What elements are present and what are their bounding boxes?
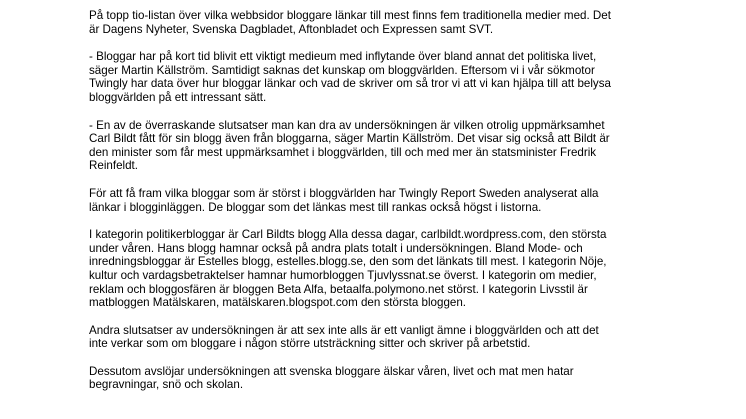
paragraph-gap: [89, 105, 689, 119]
paragraph-gap: [89, 36, 689, 50]
paragraph-quote-importance: - Bloggar har på kort tid blivit ett viktigt medieum med inflytande över bland annat det politiska livet, säger Martin Källström. Samtidigt saknas det kunskap om bloggvärlden. Eftersom vi i vår sökmotor Twingly har data över hur bloggar länkar och vad de skriver om så tror vi att vi kan hjälpa till att belysa bloggvärlden på ett intressant sätt.: [89, 50, 611, 104]
paragraph-likes-dislikes: Dessutom avslöjar undersökningen att svenska bloggare älskar våren, livet och mat men hatar begravningar, snö och skolan.: [89, 364, 574, 392]
paragraph-categories: I kategorin politikerbloggar är Carl Bildts blogg Alla dessa dagar, carlbildt.wordpress.com, den största under våren. Hans blogg hamnar också på andra plats totalt i undersökningen. Bland Mode- och inredningsbloggar är Estelles blogg, estelles.blogg.se, den som det länkats till mest. I kategorin Nöje, kultur och vardagsbetraktelser hamnar humorbloggen Tjuvlyssnat.se överst. I kategorin om medier, reklam och bloggosfären är bloggen Beta Alfa, betaalfa.polymono.net störst. I kategorin Livsstil är matbloggen Matälskaren, matälskaren.blogspot.com den största bloggen.: [89, 228, 607, 310]
paragraph-gap: [89, 173, 689, 187]
paragraph-gap: [89, 214, 689, 228]
paragraph-top-list: På topp tio-listan över vilka webbsidor bloggare länkar till mest finns fem traditionella medier med. Det är Dagens Nyheter, Svenska Dagbladet, Aftonbladet och Expressen samt SVT.: [89, 9, 611, 36]
document-body: [89, 9, 689, 392]
paragraph-conclusions: Andra slutsatser av undersökningen är att sex inte alls är ett vanligt ämne i bloggvärlden och att det inte verkar som om bloggare i någon större utsträckning sitter och skriver på arbetstid.: [89, 323, 599, 351]
paragraph-gap: [89, 351, 689, 365]
paragraph-gap: [89, 310, 689, 324]
paragraph-method: För att få fram vilka bloggar som är störst i bloggvärlden har Twingly Report Sweden analyserat alla länkar i blogginläggen. De bloggar som det länkas mest till rankas också högst i listorna.: [89, 186, 599, 214]
paragraph-quote-bildt: - En av de överraskande slutsatser man kan dra av undersökningen är vilken otrolig uppmärksamhet Carl Bildt fått för sin blogg även från bloggarna, säger Martin Källström. Det visar sig också att Bildt är den minister som får mest uppmärksamhet i bloggvärlden, till och med mer än statsminister Fredrik Reinfeldt.: [89, 118, 610, 173]
